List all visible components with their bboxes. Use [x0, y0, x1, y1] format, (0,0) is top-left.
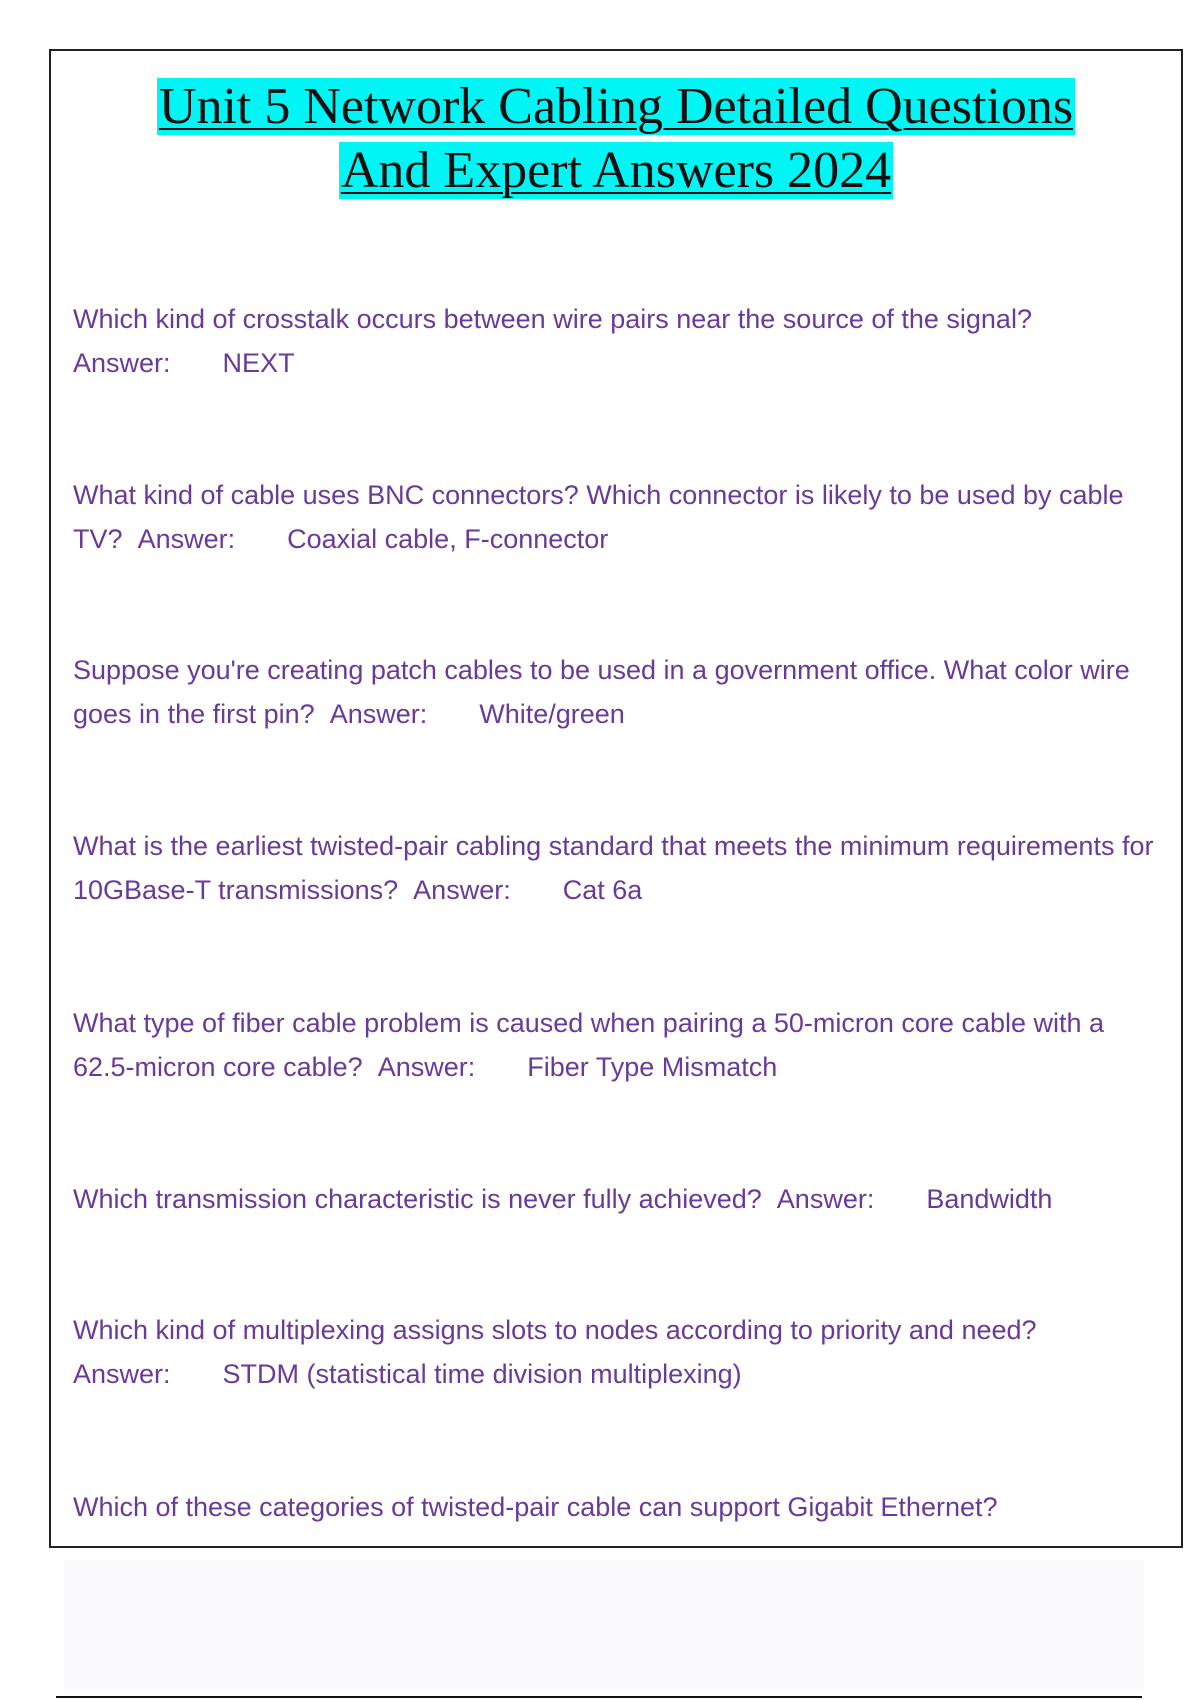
- qa-item-3: [73, 648, 1163, 736]
- qa-item-8: [73, 1485, 1163, 1529]
- answer-label: Answer:: [776, 1184, 875, 1214]
- document-title: [51, 75, 1181, 203]
- title-line-1: Unit 5 Network Cabling Detailed Questions: [158, 78, 1074, 135]
- answer-text: Coaxial cable, F-connector: [287, 524, 609, 554]
- question-text: What is the earliest twisted-pair cabling standard that meets the minimum requirements for 10GBase-T transmissions?: [73, 831, 1154, 905]
- answer-label: Answer:: [137, 524, 236, 554]
- qa-item-6: [73, 1177, 1163, 1221]
- question-text: Suppose you're creating patch cables to be used in a government office. What color wire goes in the first pin?: [73, 655, 1130, 729]
- question-text: What kind of cable uses BNC connectors? Which connector is likely to be used by cable TV?: [73, 480, 1124, 554]
- answer-label: Answer:: [73, 348, 171, 378]
- qa-item-5: [73, 1001, 1163, 1089]
- question-text: Which kind of crosstalk occurs between wire pairs near the source of the signal?: [73, 304, 1032, 334]
- answer-label: Answer:: [73, 1359, 171, 1389]
- question-text: Which kind of multiplexing assigns slots to nodes according to priority and need?: [73, 1315, 1037, 1345]
- title-line-2: And Expert Answers 2024: [340, 142, 892, 199]
- question-text: What type of fiber cable problem is caused when pairing a 50-micron core cable with a 62.5-micron core cable?: [73, 1008, 1105, 1082]
- answer-text: Fiber Type Mismatch: [527, 1052, 778, 1082]
- answer-text: STDM (statistical time division multiplexing): [222, 1359, 742, 1389]
- answer-text: NEXT: [222, 348, 295, 378]
- document-page: [49, 49, 1183, 1548]
- answer-label: Answer:: [377, 1052, 476, 1082]
- page-footer-area: [64, 1560, 1144, 1690]
- qa-item-7: [73, 1308, 1163, 1396]
- answer-text: Cat 6a: [562, 875, 643, 905]
- answer-text: White/green: [479, 699, 625, 729]
- answer-label: Answer:: [413, 875, 511, 905]
- question-text: Which transmission characteristic is never fully achieved?: [73, 1184, 762, 1214]
- answer-text: Bandwidth: [926, 1184, 1053, 1214]
- question-text: Which of these categories of twisted-pair cable can support Gigabit Ethernet?: [73, 1492, 998, 1522]
- qa-item-2: [73, 473, 1163, 561]
- answer-label: Answer:: [329, 699, 428, 729]
- footer-rule: [56, 1696, 1142, 1698]
- qa-item-1: [73, 297, 1163, 385]
- qa-item-4: [73, 824, 1163, 912]
